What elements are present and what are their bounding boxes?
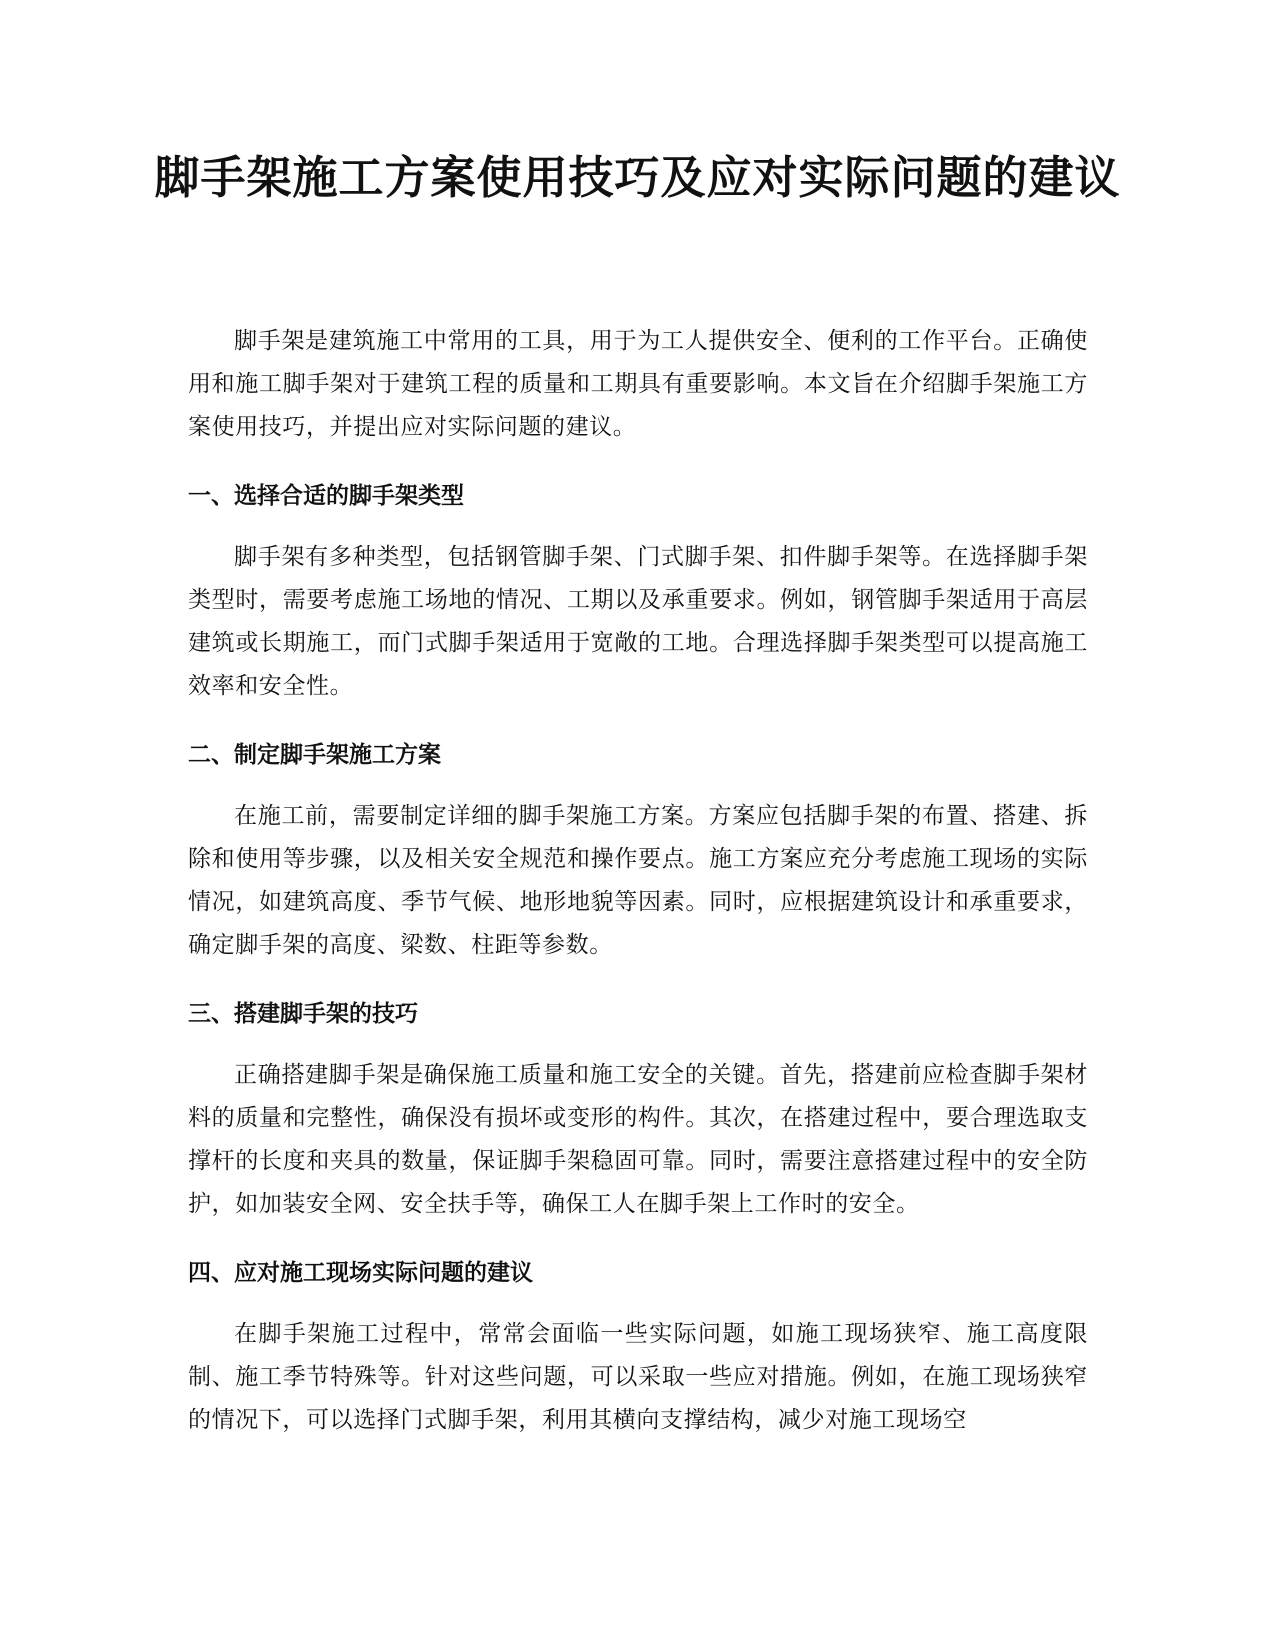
section-paragraph: 在施工前，需要制定详细的脚手架施工方案。方案应包括脚手架的布置、搭建、拆除和使用等步骤，以及相关安全规范和操作要点。施工方案应充分考虑施工现场的实际情况，如建筑高度、季节气候、地形地貌等因素。同时，应根据建筑设计和承重要求，确定脚手架的高度、梁数、柱距等参数。 [188, 803, 1088, 958]
section-2 [188, 734, 1088, 967]
section-paragraph: 脚手架有多种类型，包括钢管脚手架、门式脚手架、扣件脚手架等。在选择脚手架类型时，需要考虑施工场地的情况、工期以及承重要求。例如，钢管脚手架适用于高层建筑或长期施工，而门式脚手架适用于宽敞的工地。合理选择脚手架类型可以提高施工效率和安全性。 [188, 544, 1088, 699]
section-4 [188, 1252, 1088, 1442]
section-heading: 二、制定脚手架施工方案 [188, 742, 441, 768]
intro-paragraph: 脚手架是建筑施工中常用的工具，用于为工人提供安全、便利的工作平台。正确使用和施工脚手架对于建筑工程的质量和工期具有重要影响。本文旨在介绍脚手架施工方案使用技巧，并提出应对实际问题的建议。 [188, 328, 1088, 440]
document-title: 脚手架施工方案使用技巧及应对实际问题的建议 [154, 151, 1121, 204]
section-heading: 四、应对施工现场实际问题的建议 [188, 1260, 533, 1286]
section-3 [188, 993, 1088, 1226]
section-heading: 一、选择合适的脚手架类型 [188, 483, 464, 509]
section-paragraph: 在脚手架施工过程中，常常会面临一些实际问题，如施工现场狭窄、施工高度限制、施工季节特殊等。针对这些问题，可以采取一些应对措施。例如，在施工现场狭窄的情况下，可以选择门式脚手架，利用其横向支撑结构，减少对施工现场空 [188, 1321, 1088, 1433]
section-paragraph: 正确搭建脚手架是确保施工质量和施工安全的关键。首先，搭建前应检查脚手架材料的质量和完整性，确保没有损坏或变形的构件。其次，在搭建过程中，要合理选取支撑杆的长度和夹具的数量，保证脚手架稳固可靠。同时，需要注意搭建过程中的安全防护，如加装安全网、安全扶手等，确保工人在脚手架上工作时的安全。 [188, 1062, 1088, 1217]
document-body [188, 320, 1088, 1442]
section-heading: 三、搭建脚手架的技巧 [188, 1001, 418, 1027]
section-1 [188, 475, 1088, 708]
